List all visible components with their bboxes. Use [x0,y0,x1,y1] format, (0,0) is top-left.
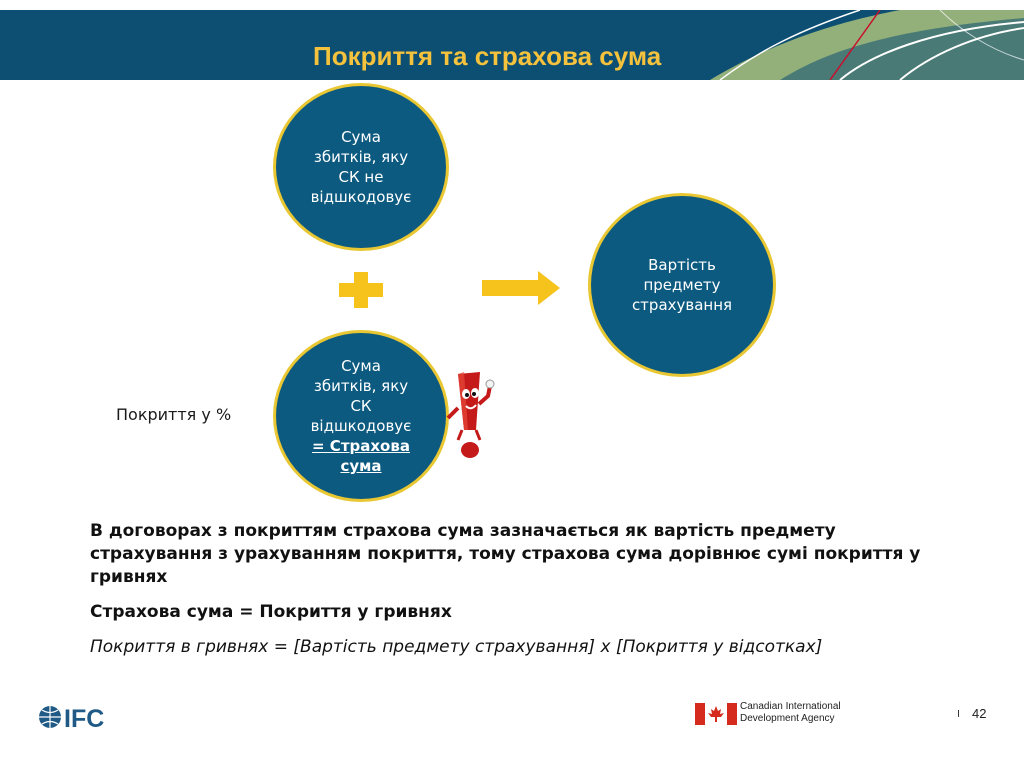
coverage-percent-label: Покриття у % [116,405,232,424]
sum-insured-emphasis: сума [340,457,382,475]
circle-line: збитків, яку [313,148,409,166]
insured-value-text [612,255,752,315]
plus-icon [339,272,383,308]
slide-title: Покриття та страхова сума [313,41,662,71]
title-banner [0,10,1024,80]
circle-line: страхування [631,296,733,314]
ifc-logo [38,703,112,731]
unreimbursed-loss-circle [273,83,449,251]
circle-line: Вартість [648,256,716,274]
cida-line: Canadian International [740,701,841,712]
sum-insured-formula: Страхова сума = Покриття у гривнях [90,602,452,622]
circle-line: Сума [341,357,381,375]
circle-line: СК не [338,168,384,186]
arrow-right-icon [482,271,560,305]
circle-line: відшкодовує [310,417,412,435]
insured-value-circle [588,193,776,377]
circle-line: предмету [643,276,721,294]
page-number: 42 [972,706,987,721]
circle-line: відшкодовує [310,188,412,206]
unreimbursed-loss-text [296,127,426,207]
canada-flag-icon [695,703,737,725]
exclamation-mascot-icon [440,368,500,468]
cida-line: Development Agency [740,713,835,724]
circle-line: Сума [341,128,381,146]
page-separator: I [957,709,960,720]
circle-line: збитків, яку [313,377,409,395]
cida-wordmark [740,701,841,725]
reimbursed-loss-circle [273,330,449,502]
coverage-formula: Покриття в гривнях = [Вартість предмету страхування] х [Покриття у відсотках] [90,637,823,657]
sum-insured-emphasis: = Страхова [312,437,410,455]
ifc-logo-text: IFC [64,705,105,731]
circle-line: СК [350,397,372,415]
cida-logo [695,701,855,727]
explanation-text [90,520,940,659]
explanation-paragraph: В договорах з покриттям страхова сума зазначається як вартість предмету страхування з урахуванням покриття, тому страхова сума дорівнює сумі покриття у гривнях [90,521,921,587]
reimbursed-loss-text [296,356,426,476]
